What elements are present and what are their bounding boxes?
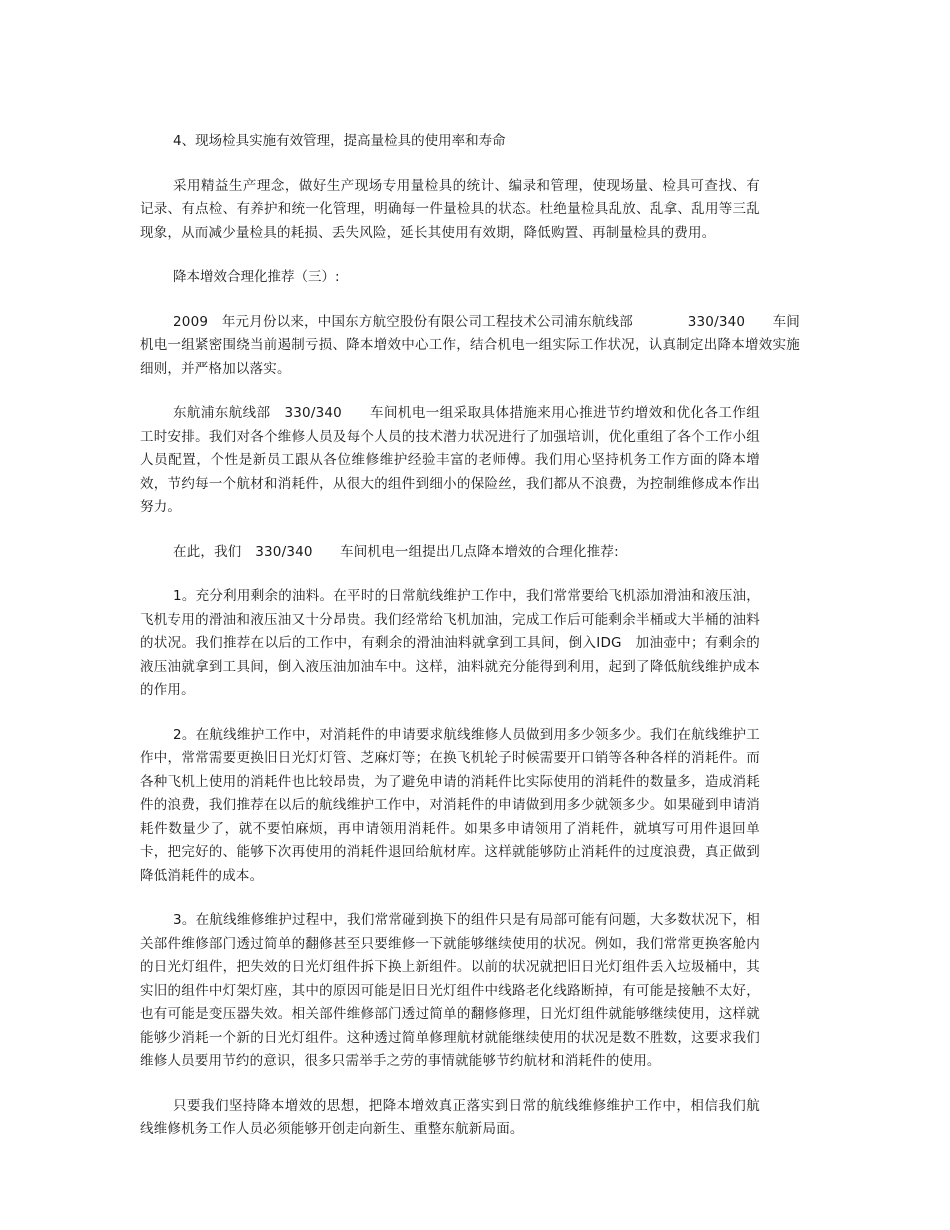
list-item-1: 1。充分利用剩余的油料。在平时的日常航线维护工作中，我们常常要给飞机添加滑油和液压油，飞机专用的滑油和液压油又十分昂贵。我们经常给飞机加油，完成工作后可能剩余半桶或大半桶的油料的状况。我们推荐在以后的工作中，有剩余的滑油油料就拿到工具间，倒入IDG 加油壶中；有剩余的液压油就拿到工具间，倒入液压油加油车中。这样，油料就充分能得到利用，起到了降低航线维护成本的作用。 [140,588,760,698]
paragraph-2009: 2009 年元月份以来，中国东方航空股份有限公司工程技术公司浦东航线部 330/340 车间机电一组紧密围绕当前遏制亏损、降本增效中心工作，结合机电一组实际工作状况，认真制定出降本增效实施细则，并严格加以落实。 [140,313,800,377]
section-heading-recommendation-3: 降本增效合理化推荐（三）: [173,269,340,285]
document-body [140,130,800,1163]
section-heading-4: 4、现场检具实施有效管理，提高量检具的使用率和寿命 [173,133,506,149]
paragraph-lean-management: 采用精益生产理念，做好生产现场专用量检具的统计、编录和管理，使现场量、检具可查找、有记录、有点检、有养护和统一化管理，明确每一件量检具的状态。杜绝量检具乱放、乱拿、乱用等三乱现象，从而减少量检具的耗损、丢失风险，延长其使用有效期，降低购置、再制量检具的费用。 [140,177,760,241]
paragraph-team-measures: 东航浦东航线部 330/340 车间机电一组采取具体措施来用心推进节约增效和优化各工作组工时安排。我们对各个维修人员及每个人员的技术潜力状况进行了加强培训，优化重组了各个工作小组人员配置，个性是新员工跟从各位维修维护经验丰富的老师傅。我们用心坚持机务工作方面的降本增效，节约每一个航材和消耗件，从很大的组件到细小的保险丝，我们都从不浪费，为控制维修成本作出努力。 [140,405,760,515]
list-item-2: 2。在航线维护工作中，对消耗件的申请要求航线维修人员做到用多少领多少。我们在航线维护工作中，常常需要更换旧日光灯灯管、芝麻灯等；在换飞机轮子时候需要开口销等各种各样的消耗件。而各种飞机上使用的消耗件也比较昂贵，为了避免申请的消耗件比实际使用的消耗件的数量多，造成消耗件的浪费，我们推荐在以后的航线维护工作中，对消耗件的申请做到用多少就领多少。如果碰到申请消耗件数量少了，就不要怕麻烦，再申请领用消耗件。如果多申请领用了消耗件，就填写可用件退回单卡，把完好的、能够下次再使用的消耗件退回给航材库。这样就能够防止消耗件的过度浪费，真正做到降低消耗件的成本。 [140,726,760,884]
paragraph-intro: 在此，我们 330/340 车间机电一组提出几点降本增效的合理化推荐: [173,543,619,560]
list-item-3: 3。在航线维修维护过程中，我们常常碰到换下的组件只是有局部可能有问题，大多数状况下，相关部件维修部门透过简单的翻修甚至只要维修一下就能够继续使用的状况。例如，我们常常更换客舱内的日光灯组件，把失效的日光灯组件拆下换上新组件。以前的状况就把旧日光灯组件丢入垃圾桶中，其实旧的组件中灯架灯座，其中的原因可能是旧日光灯组件中线路老化线路断掉，有可能是接触不太好，也有可能是变压器失效。相关部件维修部门透过简单的翻修修理，日光灯组件就能够继续使用，这样就能够少消耗一个新的日光灯组件。这种透过简单修理航材就能继续使用的状况是数不胜数，这要求我们维修人员要用节约的意识，很多只需举手之劳的事情就能够节约航材和消耗件的使用。 [140,912,760,1069]
paragraph-conclusion: 只要我们坚持降本增效的思想，把降本增效真正落实到日常的航线维修维护工作中，相信我们航线维修机务工作人员必须能够开创走向新生、重整东航新局面。 [140,1097,760,1137]
